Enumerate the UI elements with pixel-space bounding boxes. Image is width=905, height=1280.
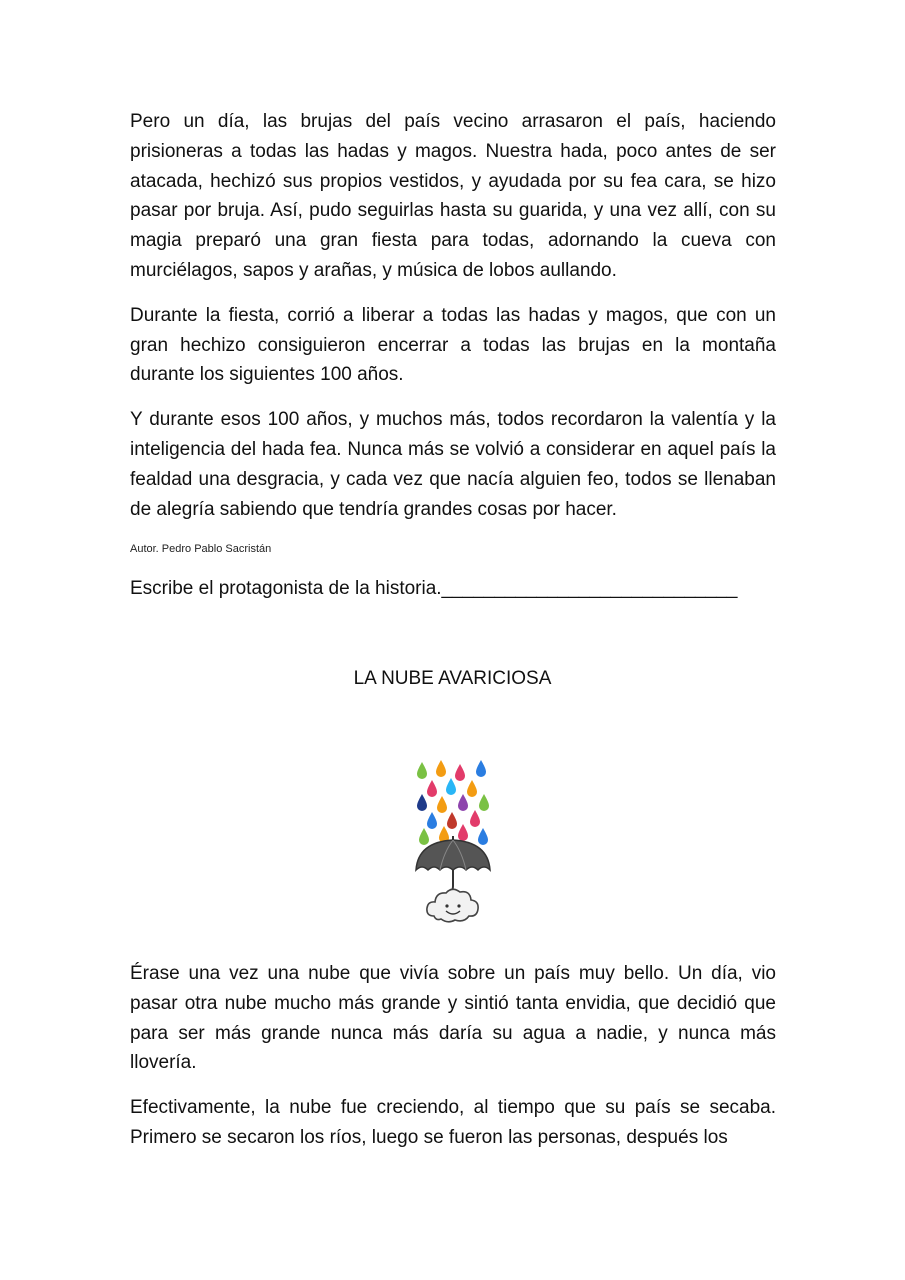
- question-prompt: Escribe el protagonista de la historia.____________________________: [130, 578, 738, 599]
- story-title: LA NUBE AVARICIOSA: [353, 668, 552, 689]
- cloud-face-icon: [427, 889, 478, 922]
- story1-paragraph-3: Y durante esos 100 años, y muchos más, todos recordaron la valentía y la inteligencia del hada fea. Nunca más se volvió a considerar en aquel país la fealdad una desgracia, y cada vez que nacía alguien feo, todos se llenaban de alegría sabiendo que tendría grandes cosas por hacer.: [130, 409, 776, 520]
- story1-paragraph-2: Durante la fiesta, corrió a liberar a todas las hadas y magos, que con un gran hechizo consiguieron encerrar a todas las brujas en la montaña durante los siguientes 100 años.: [130, 304, 776, 386]
- umbrella-icon: [416, 836, 490, 892]
- cloud-umbrella-rain-illustration: [408, 756, 498, 928]
- story1-body: [130, 107, 776, 524]
- raindrops-icon: [417, 760, 489, 845]
- author-credit: Autor. Pedro Pablo Sacristán: [130, 543, 272, 555]
- story2-paragraph-2: Efectivamente, la nube fue creciendo, al tiempo que su país se secaba. Primero se secaron los ríos, luego se fueron las personas, después los: [130, 1097, 776, 1148]
- story1-paragraph-1: Pero un día, las brujas del país vecino arrasaron el país, haciendo prisioneras a todas las hadas y magos. Nuestra hada, poco antes de ser atacada, hechizó sus propios vestidos, y ayudada por su fea cara, se hizo pasar por bruja. Así, pudo seguirlas hasta su guarida, y una vez allí, con su magia preparó una gran fiesta para todas, adornando la cueva con murciélagos, sapos y arañas, y música de lobos aullando.: [130, 111, 776, 281]
- story2-body: [130, 959, 776, 1153]
- story2-paragraph-1: Érase una vez una nube que vivía sobre un país muy bello. Un día, vio pasar otra nube mucho más grande y sintió tanta envidia, que decidió que para ser más grande nunca más daría su agua a nadie, y nunca más llovería.: [130, 963, 776, 1074]
